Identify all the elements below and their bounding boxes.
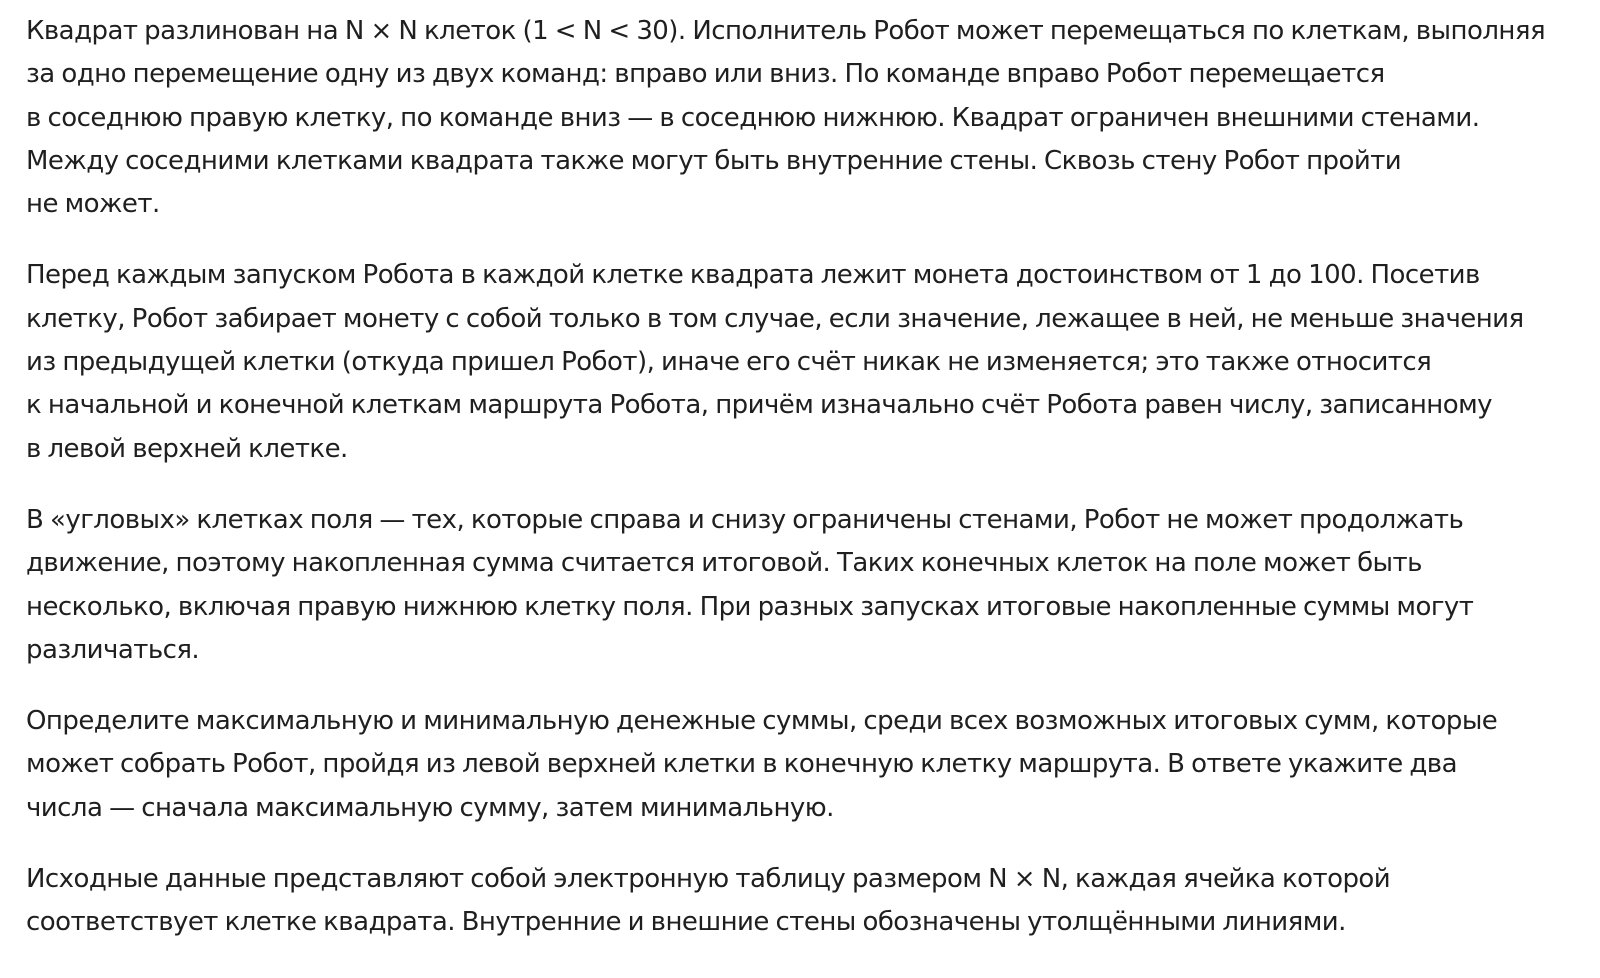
text-line: Между соседними клетками квадрата также могут быть внутренние стены. Сквозь стену Робот пройти xyxy=(26,145,1402,176)
paragraph-coin-rules xyxy=(26,254,1570,470)
text-line: может собрать Робот, пройдя из левой верхней клетки в конечную клетку маршрута. В ответе укажите два xyxy=(26,749,1457,780)
paragraph-corner-cells xyxy=(26,499,1570,672)
text-line: клетку, Робот забирает монету с собой только в том случае, если значение, лежащее в ней, не меньше значения xyxy=(26,303,1524,334)
paragraph-input-data xyxy=(26,858,1570,945)
text-line: Исходные данные представляют собой электронную таблицу размером N × N, каждая ячейка которой xyxy=(26,864,1391,895)
text-line: к начальной и конечной клеткам маршрута Робота, причём изначально счёт Робота равен числу, записанному xyxy=(26,390,1493,421)
text-line: Квадрат разлинован на N × N клеток (1 < N < 30). Исполнитель Робот может перемещаться по клеткам, выполняя xyxy=(26,16,1546,46)
text-line: несколько, включая правую нижнюю клетку поля. При разных запусках итоговые накопленные суммы могут xyxy=(26,591,1474,622)
paragraph-grid-description xyxy=(26,10,1570,226)
paragraph-task-question xyxy=(26,700,1570,830)
text-line: Определите максимальную и минимальную денежные суммы, среди всех возможных итоговых сумм, которые xyxy=(26,706,1498,737)
text-line: движение, поэтому накопленная сумма считается итоговой. Таких конечных клеток на поле может быть xyxy=(26,548,1422,579)
text-line: различаться. xyxy=(26,634,200,665)
text-line: в левой верхней клетке. xyxy=(26,433,348,464)
text-line: в соседнюю правую клетку, по команде вниз — в соседнюю нижнюю. Квадрат ограничен внешними стенами. xyxy=(26,102,1480,133)
text-line: В «угловых» клетках поля — тех, которые справа и снизу ограничены стенами, Робот не может продолжать xyxy=(26,504,1464,535)
text-line: из предыдущей клетки (откуда пришел Робот), иначе его счёт никак не изменяется; это также относится xyxy=(26,347,1432,378)
text-line: за одно перемещение одну из двух команд: вправо или вниз. По команде вправо Робот перемещается xyxy=(26,59,1385,90)
task-text xyxy=(26,10,1570,945)
text-line: числа — сначала максимальную сумму, затем минимальную. xyxy=(26,792,834,823)
text-line: соответствует клетке квадрата. Внутренние и внешние стены обозначены утолщёнными линиями. xyxy=(26,907,1346,938)
text-line: не может. xyxy=(26,189,160,220)
text-line: Перед каждым запуском Робота в каждой клетке квадрата лежит монета достоинством от 1 до 100. Посетив xyxy=(26,260,1480,291)
